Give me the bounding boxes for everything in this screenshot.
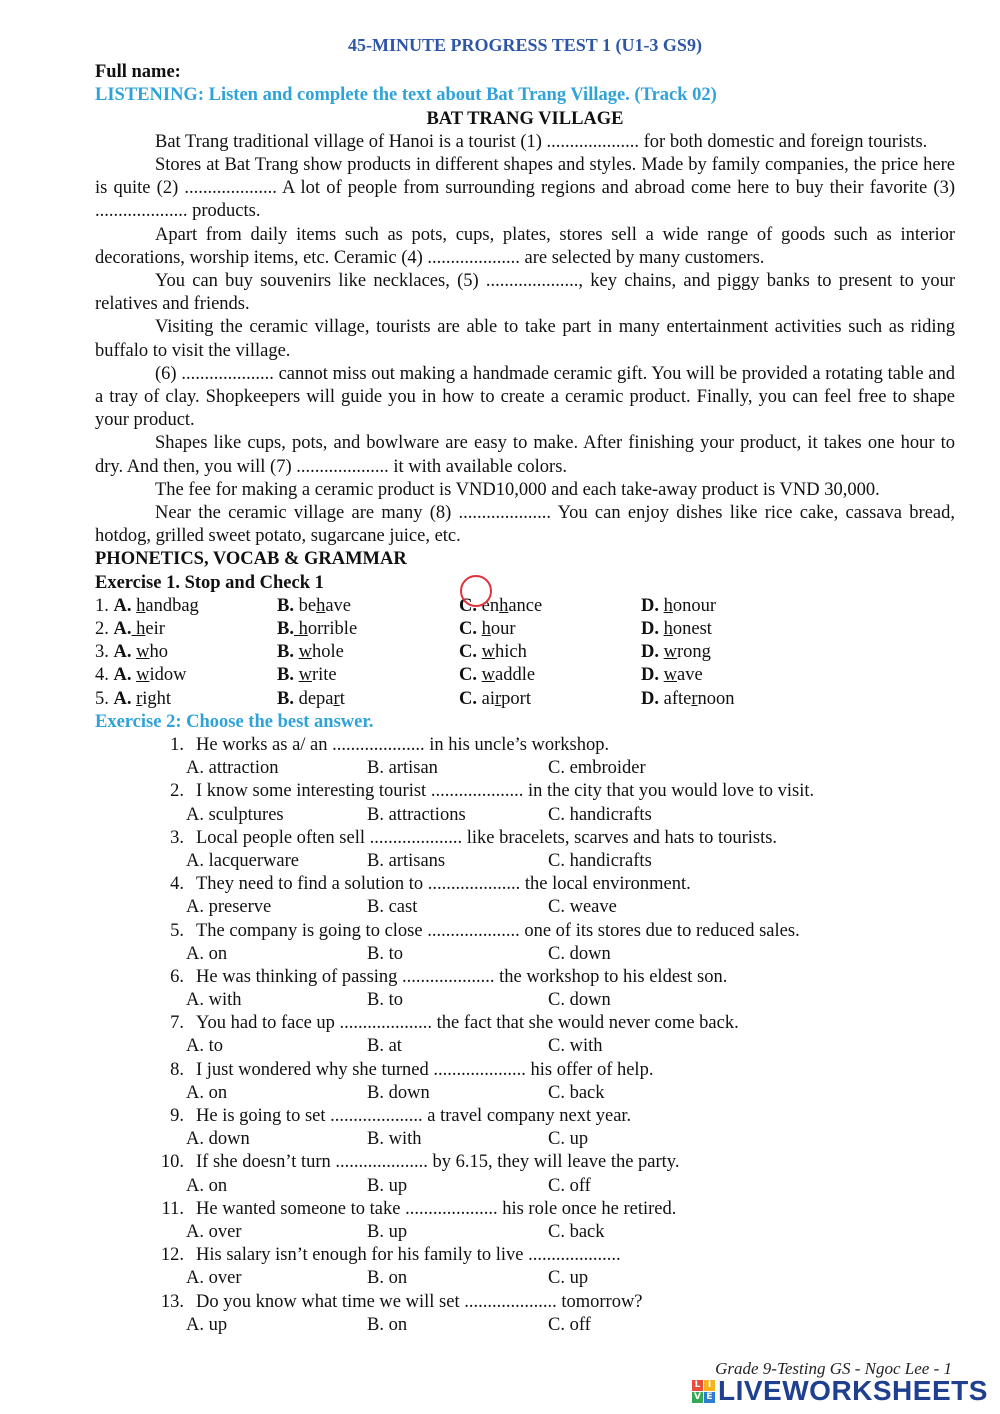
question-text: You had to face up .................... the fact that she would never come back. xyxy=(196,1013,739,1034)
passage-paragraph: (6) .................... cannot miss out making a handmade ceramic gift. You will be provided a rotating table and a tray of clay. Shopkeepers will guide you in how to create a ceramic product. Finally, you can feel free to shape your product. xyxy=(95,363,955,431)
word-part: onour xyxy=(672,595,717,616)
answer-option: B. at xyxy=(367,1036,402,1057)
option-letter: C. xyxy=(459,665,477,686)
word-part: ight xyxy=(142,688,172,709)
footer-credit: Grade 9-Testing GS - Ngoc Lee - 1 xyxy=(715,1359,952,1378)
logo-text: LIVEWORKSHEETS xyxy=(718,1375,988,1407)
answer-options xyxy=(95,1175,955,1198)
word-part: addle xyxy=(495,665,536,686)
answer-option: A. lacquerware xyxy=(186,850,299,871)
answer-options xyxy=(95,1314,955,1337)
option-letter: C. xyxy=(459,619,477,640)
exercise1-option xyxy=(459,688,641,711)
question-text: They need to find a solution to .................... the local environment. xyxy=(196,874,691,895)
question-text: His salary isn’t enough for his family to live .................... xyxy=(196,1245,621,1266)
answer-option: B. attractions xyxy=(367,804,466,825)
answer-option: C. back xyxy=(548,1221,605,1242)
exercise1-row xyxy=(95,595,955,618)
answer-option: A. sculptures xyxy=(186,804,284,825)
exercise1-option xyxy=(641,595,841,618)
question-number: 10. xyxy=(160,1152,184,1173)
answer-options xyxy=(95,850,955,873)
underlined-sound: h xyxy=(663,595,673,616)
question-text: The company is going to close .................... one of its stores due to reduced sales. xyxy=(196,920,800,941)
passage-paragraph: Apart from daily items such as pots, cups, plates, stores sell a wide range of goods such as interior decorations, worship items, etc. Ceramic (4) .................... are selected by many customers. xyxy=(95,224,955,268)
question-row xyxy=(95,873,955,896)
answer-option: B. with xyxy=(367,1129,422,1150)
question-row xyxy=(95,1059,955,1082)
option-letter: A. xyxy=(113,642,132,663)
exercise1-table xyxy=(95,595,955,711)
option-letter: A. xyxy=(113,688,132,709)
word-part: be xyxy=(293,595,317,616)
exercise1-option xyxy=(459,618,641,641)
exercise1-option xyxy=(277,595,459,618)
underlined-sound: r xyxy=(494,688,502,709)
question-number: 2. xyxy=(95,619,109,640)
answer-option: A. over xyxy=(186,1268,242,1289)
passage-paragraph: The fee for making a ceramic product is VND10,000 and each take-away product is VND 30,000. xyxy=(155,479,880,500)
underlined-sound: w xyxy=(136,642,150,663)
underlined-sound: w xyxy=(298,665,312,686)
word-part: idow xyxy=(149,665,187,686)
option-letter: B. xyxy=(277,642,294,663)
question-row xyxy=(95,966,955,989)
question-number: 11. xyxy=(161,1198,184,1219)
underlined-sound: r xyxy=(691,688,698,709)
answer-option: A. over xyxy=(186,1221,242,1242)
word-part: orrible xyxy=(307,619,358,640)
question-text: He works as a/ an .................... in his uncle’s workshop. xyxy=(196,735,610,756)
question-number: 3. xyxy=(95,642,109,663)
answer-options xyxy=(95,1128,955,1151)
word-part: ho xyxy=(149,642,168,663)
listening-instruction: LISTENING: Listen and complete the text about Bat Trang Village. (Track 02) xyxy=(95,85,717,106)
answer-options xyxy=(95,804,955,827)
answer-options xyxy=(95,1221,955,1244)
word-part: afte xyxy=(659,688,692,709)
worksheet-page xyxy=(95,34,955,1337)
answer-option: B. artisan xyxy=(367,758,438,779)
exercise1-option xyxy=(277,688,459,711)
question-text: I know some interesting tourist .................... in the city that you would love to visit. xyxy=(196,781,815,802)
answer-option: B. artisans xyxy=(367,850,446,871)
answer-option: B. on xyxy=(367,1314,408,1335)
option-letter: D. xyxy=(641,595,659,616)
exercise1-row xyxy=(95,664,955,687)
exercise1-row xyxy=(95,688,955,711)
passage-paragraph: Visiting the ceramic village, tourists are able to take part in many entertainment activities such as riding buffalo to visit the village. xyxy=(95,317,955,361)
exercise1-option xyxy=(459,664,641,687)
word-part: our xyxy=(490,619,516,640)
red-circle-mark xyxy=(460,575,492,607)
test-title: 45-MINUTE PROGRESS TEST 1 (U1-3 GS9) xyxy=(348,35,702,55)
word-part: en xyxy=(477,595,500,616)
question-text: He was thinking of passing .................... the workshop to his eldest son. xyxy=(196,966,728,987)
word-part: hole xyxy=(311,642,344,663)
question-row xyxy=(95,827,955,850)
exercise1-option xyxy=(277,618,459,641)
answer-option: C. down xyxy=(548,990,611,1011)
exercise1-option xyxy=(641,664,841,687)
question-row xyxy=(95,1151,955,1174)
answer-option: B. up xyxy=(367,1221,408,1242)
logo-mark-icon xyxy=(692,1380,715,1403)
answer-option: B. up xyxy=(367,1175,408,1196)
answer-option: A. down xyxy=(186,1129,250,1150)
question-number: 4. xyxy=(95,665,109,686)
section-heading-phonetics: PHONETICS, VOCAB & GRAMMAR xyxy=(95,549,407,570)
underlined-sound: w xyxy=(663,665,677,686)
underlined-sound: h xyxy=(136,595,146,616)
answer-option: C. weave xyxy=(548,897,617,918)
passage-paragraph: You can buy souvenirs like necklaces, (5) ...................., key chains, and piggy banks to present to your relatives and friends. xyxy=(95,271,955,315)
word-part: onest xyxy=(672,619,712,640)
answer-options xyxy=(95,1082,955,1105)
option-letter: C. xyxy=(459,595,477,616)
underlined-sound: h xyxy=(499,595,509,616)
answer-option: C. off xyxy=(548,1314,591,1335)
underlined-sound: h xyxy=(481,619,491,640)
question-number: 5. xyxy=(95,688,109,709)
answer-option: C. up xyxy=(548,1268,589,1289)
underlined-sound: r xyxy=(136,688,143,709)
listening-passage xyxy=(95,131,955,549)
option-letter: D. xyxy=(641,642,659,663)
question-row xyxy=(95,1198,955,1221)
question-number: 3. xyxy=(170,827,184,848)
option-letter: C. xyxy=(459,688,477,709)
answer-option: C. back xyxy=(548,1082,605,1103)
exercise1-option xyxy=(95,688,277,711)
answer-option: C. off xyxy=(548,1175,591,1196)
exercise1-option xyxy=(459,641,641,664)
answer-option: A. to xyxy=(186,1036,223,1057)
logo-mark-square: I xyxy=(704,1380,715,1391)
answer-options xyxy=(95,989,955,1012)
answer-option: B. on xyxy=(367,1268,408,1289)
word-part: eir xyxy=(145,619,165,640)
word-part: port xyxy=(501,688,531,709)
word-part: ance xyxy=(508,595,543,616)
question-text: He is going to set .................... a travel company next year. xyxy=(196,1106,632,1127)
answer-option: C. down xyxy=(548,943,611,964)
passage-paragraph: Shapes like cups, pots, and bowlware are easy to make. After finishing your product, it takes one hour to dry. And then, you will (7) .................... it with available colors. xyxy=(95,433,955,477)
exercise1-row xyxy=(95,618,955,641)
exercise1-option xyxy=(95,641,277,664)
question-number: 7. xyxy=(170,1013,184,1034)
answer-option: B. to xyxy=(367,943,403,964)
option-letter: D. xyxy=(641,619,659,640)
underlined-sound: w xyxy=(298,642,312,663)
full-name-label: Full name: xyxy=(95,62,181,83)
question-number: 1. xyxy=(170,735,184,756)
option-letter: A. xyxy=(113,595,132,616)
option-letter: C. xyxy=(459,642,477,663)
option-letter: B. xyxy=(277,688,294,709)
question-text: Do you know what time we will set .................... tomorrow? xyxy=(196,1291,643,1312)
exercise2-heading: Exercise 2: Choose the best answer. xyxy=(95,711,374,732)
answer-option: A. on xyxy=(186,943,228,964)
exercise2-list xyxy=(95,734,955,1337)
answer-options xyxy=(95,1035,955,1058)
answer-option: B. to xyxy=(367,990,403,1011)
word-part: ai xyxy=(477,688,495,709)
word-part: rong xyxy=(677,642,711,663)
question-row xyxy=(95,780,955,803)
underlined-sound: w xyxy=(136,665,150,686)
question-number: 5. xyxy=(170,920,184,941)
option-letter: D. xyxy=(641,688,659,709)
question-row xyxy=(95,920,955,943)
exercise1-option xyxy=(95,664,277,687)
answer-option: A. up xyxy=(186,1314,228,1335)
question-row xyxy=(95,1291,955,1314)
answer-options xyxy=(95,757,955,780)
underlined-sound: h xyxy=(293,619,308,640)
word-part: ave xyxy=(677,665,703,686)
exercise1-heading: Exercise 1. Stop and Check 1 xyxy=(95,572,324,593)
answer-option: A. on xyxy=(186,1082,228,1103)
question-number: 13. xyxy=(160,1291,184,1312)
option-letter: A. xyxy=(113,665,132,686)
exercise1-option xyxy=(95,618,277,641)
underlined-sound: w xyxy=(481,665,495,686)
passage-paragraph: Near the ceramic village are many (8) .................... You can enjoy dishes like rice cake, cassava bread, hotdog, grilled sweet potato, sugarcane juice, etc. xyxy=(95,503,955,547)
word-part: ave xyxy=(325,595,351,616)
word-part: t xyxy=(339,688,345,709)
question-number: 1. xyxy=(95,595,109,616)
question-text: He wanted someone to take .................... his role once he retired. xyxy=(196,1198,677,1219)
answer-options xyxy=(95,1267,955,1290)
answer-option: B. cast xyxy=(367,897,418,918)
question-number: 12. xyxy=(160,1245,184,1266)
question-row xyxy=(95,1012,955,1035)
option-letter: B. xyxy=(277,665,294,686)
logo-mark-square: V xyxy=(692,1392,703,1403)
answer-option: A. with xyxy=(186,990,242,1011)
exercise1-row xyxy=(95,641,955,664)
answer-option: C. embroider xyxy=(548,758,646,779)
question-row xyxy=(95,1244,955,1267)
underlined-sound: r xyxy=(333,688,340,709)
liveworksheets-logo xyxy=(692,1376,988,1406)
passage-paragraph: Stores at Bat Trang show products in different shapes and styles. Made by family companies, the price here is quite (2) .................... A lot of people from surrounding regions and abroad come here to buy their favorite (3) .................... products. xyxy=(95,155,955,222)
question-number: 9. xyxy=(170,1106,184,1127)
answer-option: C. handicrafts xyxy=(548,804,652,825)
question-number: 4. xyxy=(170,874,184,895)
logo-mark-square: E xyxy=(704,1392,715,1403)
answer-options xyxy=(95,896,955,919)
answer-option: A. attraction xyxy=(186,758,279,779)
answer-options xyxy=(95,943,955,966)
passage-paragraph: Bat Trang traditional village of Hanoi is a tourist (1) .................... for both domestic and foreign tourists. xyxy=(155,131,928,152)
answer-option: A. preserve xyxy=(186,897,272,918)
question-number: 2. xyxy=(170,781,184,802)
exercise1-option xyxy=(95,595,277,618)
exercise1-option xyxy=(277,641,459,664)
answer-option: B. down xyxy=(367,1082,430,1103)
underlined-sound: h xyxy=(663,619,673,640)
option-letter: D. xyxy=(641,665,659,686)
option-letter: B. xyxy=(277,619,294,640)
logo-mark-square: L xyxy=(692,1380,703,1391)
question-row xyxy=(95,734,955,757)
word-part: andbag xyxy=(145,595,199,616)
underlined-sound: w xyxy=(663,642,677,663)
word-part: hich xyxy=(495,642,527,663)
answer-option: C. with xyxy=(548,1036,603,1057)
exercise1-option xyxy=(641,688,841,711)
passage-heading: BAT TRANG VILLAGE xyxy=(426,108,624,129)
answer-option: C. handicrafts xyxy=(548,850,652,871)
exercise1-option xyxy=(641,641,841,664)
question-text: Local people often sell .................... like bracelets, scarves and hats to tourists. xyxy=(196,827,778,848)
question-number: 6. xyxy=(170,966,184,987)
exercise1-option xyxy=(277,664,459,687)
question-text: I just wondered why she turned .................... his offer of help. xyxy=(196,1059,654,1080)
answer-option: A. on xyxy=(186,1175,228,1196)
question-number: 8. xyxy=(170,1059,184,1080)
option-letter: B. xyxy=(277,595,294,616)
underlined-sound: w xyxy=(481,642,495,663)
exercise1-option xyxy=(641,618,841,641)
question-row xyxy=(95,1105,955,1128)
answer-option: C. up xyxy=(548,1129,589,1150)
option-letter: A. xyxy=(113,619,132,640)
word-part: depa xyxy=(293,688,334,709)
underlined-sound: h xyxy=(316,595,326,616)
underlined-sound: h xyxy=(131,619,146,640)
word-part: noon xyxy=(697,688,735,709)
question-text: If she doesn’t turn .................... by 6.15, they will leave the party. xyxy=(196,1152,680,1173)
word-part: rite xyxy=(311,665,337,686)
